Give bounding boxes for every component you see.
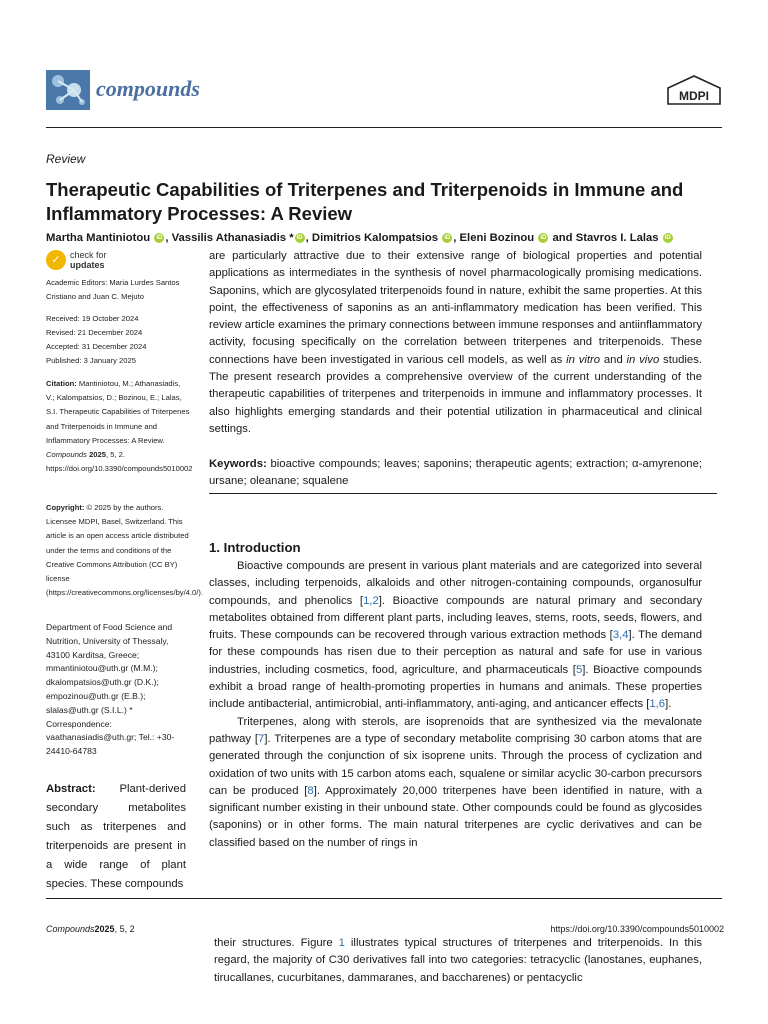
orcid-icon[interactable]: iD xyxy=(156,235,163,242)
article-title: Therapeutic Capabilities of Triterpenes and Triterpenoids in Immune and Inflammatory Processes: A Review xyxy=(46,179,684,224)
keywords-label: Keywords: xyxy=(209,458,267,470)
orcid-icon[interactable]: iD xyxy=(444,235,451,242)
orcid-icon[interactable]: iD xyxy=(664,235,671,242)
author-list: Martha Mantiniotou iD , Vassilis Athanasiadis * iD , Dimitrios Kalompatsios iD , Eleni Bozinou iD and Stavros I. Lalas iD xyxy=(46,232,671,244)
academic-editors xyxy=(46,276,190,304)
citation-text: Mantiniotou, M.; Athanasiadis, V.; Kalompatsios, D.; Bozinou, E.; Lalas, S.I. Therapeutic Capabilities of Triterpenes and Triterpenoids in Immune and Inflammatory Processes: A Review. xyxy=(46,379,190,445)
accepted-date: Accepted: 31 December 2024 xyxy=(46,342,147,351)
paragraph: Bioactive compounds are present in various plant materials and are categorized into several classes, including terpenoids, alkaloids and other nitrogen-containing compounds, organosulfur compounds, and phenolics [1,2]. Bioactive compounds are natural primary and secondary metabolites obtained from different plant parts, including leaves, stems, roots, seeds, flowers, and fruits. These compounds can be recovered through various extraction methods [3,4]. The demand for these compounds has risen due to their perception as natural and safe for use in various industries, including cosmetics, food, agriculture, and pharmaceuticals [5]. Bioactive compounds exhibit a broad range of health-promoting properties in humans and animals. These properties include antibacterial, antimicrobial, anti-inflammatory, anti-aging, and anticancer effects [1,6]. xyxy=(209,560,702,711)
check-for-updates-button[interactable] xyxy=(46,250,156,272)
footer-doi-link[interactable]: https://doi.org/10.3390/compounds5010002 xyxy=(550,924,724,934)
abstract-start-text: Plant-derived secondary metabolites such as triterpenes and triterpenoids are present in a wide range of plant species. These compounds xyxy=(46,783,186,890)
citation-link[interactable]: 3,4 xyxy=(612,629,629,642)
citation-label: Citation: xyxy=(46,379,77,388)
editors-value: Maria Lurdes Santos Cristiano and Juan C. Mejuto xyxy=(46,278,180,302)
citation-link[interactable]: 7 xyxy=(258,732,265,745)
journal-name[interactable]: compounds xyxy=(96,76,200,101)
keywords-text: bioactive compounds; leaves; saponins; therapeutic agents; extraction; α-amyrenone; ursane; oleanane; squalene xyxy=(209,458,702,488)
next-page-text: their structures. Figure 1 illustrates typical structures of triterpenes and triterpenoids. In this regard, the majority of C30 derivatives fall into two categories: tetracyclic (lanostanes, euphanes, tirucallanes, cucurbitanes, dammaranes, and baccharenes) or pentacyclic xyxy=(214,937,702,984)
citation-journal: Compounds xyxy=(46,450,87,460)
abstract-in-vivo: in vivo xyxy=(626,353,660,366)
abstract-start xyxy=(46,780,186,894)
citation-link[interactable]: 1,2 xyxy=(363,594,379,607)
editors-label: Academic Editors: xyxy=(46,278,108,287)
footer-divider xyxy=(46,898,722,899)
citation-link[interactable]: 5 xyxy=(575,663,583,676)
section-heading: 1. Introduction xyxy=(209,540,301,555)
article-type: Review xyxy=(46,152,86,166)
publisher-name: MDPI xyxy=(679,89,709,103)
citation-rest[interactable]: , 5, 2. https://doi.org/10.3390/compounds5010002 xyxy=(46,450,193,474)
copyright-label: Copyright: xyxy=(46,503,85,512)
author-name[interactable]: and Stavros I. Lalas xyxy=(552,232,659,244)
check-for-updates-icon: ✓ xyxy=(46,250,66,270)
published-date: Published: 3 January 2025 xyxy=(46,356,136,365)
author-name[interactable]: Eleni Bozinou xyxy=(459,232,535,244)
abstract-end: studies. The present research provides a comprehensive overview of the current understanding of the therapeutic capabilities of triterpenes and triterpenoids in immune and inflammatory processes. It also highlights emerging standards and their potential utilization in pharmaceutical and clinical settings. xyxy=(209,353,702,435)
abstract-text: are particularly attractive due to their extensive range of biological properties and potential applications as intermediates in the synthesis of novel pharmacologically promising medications. Saponins, which are glycosylated triterpenoids found in nature, exhibit the same properties. At this point, the effectiveness of saponins as an anti-inflammatory medication has been verified. This review article examines the primary connections between immune responses and antiinflammatory activity, focusing specifically on the correlation between triterpenes and triterpenoids. These connections have been investigated in various cell models, as well as xyxy=(209,250,702,366)
orcid-icon[interactable]: iD xyxy=(296,235,303,242)
introduction-body xyxy=(209,558,702,852)
citation-block xyxy=(46,377,193,476)
citation-year: 2025 xyxy=(89,450,106,460)
footer-citation xyxy=(46,924,135,934)
author-name[interactable]: Dimitrios Kalompatsios xyxy=(311,232,439,244)
abstract-label: Abstract: xyxy=(46,783,96,795)
footer-year: 2025 xyxy=(94,924,115,934)
abstract-continued xyxy=(209,248,702,438)
author-name[interactable]: Martha Mantiniotou xyxy=(46,232,151,244)
affiliation-block: Department of Food Science and Nutrition, University of Thessaly, 43100 Karditsa, Greece; mmantiniotou@uth.gr (M.M.); dkalompatsios@uth.gr (D.K.); empozinou@uth.gr (E.B.); slalas@uth.gr (S.I.L.) * Correspondence: vaathanasiadis@uth.gr; Tel.: +30-24410-64783 xyxy=(46,622,175,757)
abstract-in-vitro: in vitro xyxy=(566,353,601,366)
journal-logo-icon xyxy=(46,70,90,110)
check-for-updates-line1: check for xyxy=(70,250,107,260)
author-name[interactable]: Vassilis Athanasiadis * xyxy=(171,232,294,244)
footer-journal: Compounds xyxy=(46,924,95,934)
revised-date: Revised: 21 December 2024 xyxy=(46,328,143,337)
paragraph: Triterpenes, along with sterols, are isoprenoids that are synthesized via the mevalonate pathway [7]. Triterpenes are a type of secondary metabolite comprising 30 carbon atoms that are generated through the conjunction of six isoprene units. Through the process of cyclization and oxidation of two units with 15 carbon atoms each, squalene or similar acyclic 30-carbon precursors can be produced [8]. Approximately 20,000 triterpenes have been identified in nature, with a significant number existing in their unbound state. Other compounds could be found as glycosides (saponins) or in other forms. The main natural triterpenes are cyclic derivatives and can be classified based on the number of rings in xyxy=(209,715,702,849)
citation-link[interactable]: 8 xyxy=(307,784,314,797)
copyright-block xyxy=(46,501,203,600)
mdpi-logo-icon[interactable] xyxy=(666,74,722,106)
footer-volume: , 5, 2 xyxy=(114,924,135,934)
check-for-updates-line2: updates xyxy=(70,260,105,270)
citation-link[interactable]: 1,6 xyxy=(649,698,666,711)
keywords-divider xyxy=(209,493,717,494)
received-date: Received: 19 October 2024 xyxy=(46,314,139,323)
keywords xyxy=(209,456,702,491)
copyright-text: © 2025 by the authors. Licensee MDPI, Basel, Switzerland. This article is an open access article distributed under the terms and conditions of the Creative Commons Attribution (CC BY) license (https://creativecommons.org/licenses/by/4.0/). xyxy=(46,503,203,598)
abstract-and: and xyxy=(600,353,627,366)
header-divider xyxy=(46,127,722,128)
orcid-icon[interactable]: iD xyxy=(540,235,547,242)
figure-link[interactable]: 1 xyxy=(338,937,345,949)
